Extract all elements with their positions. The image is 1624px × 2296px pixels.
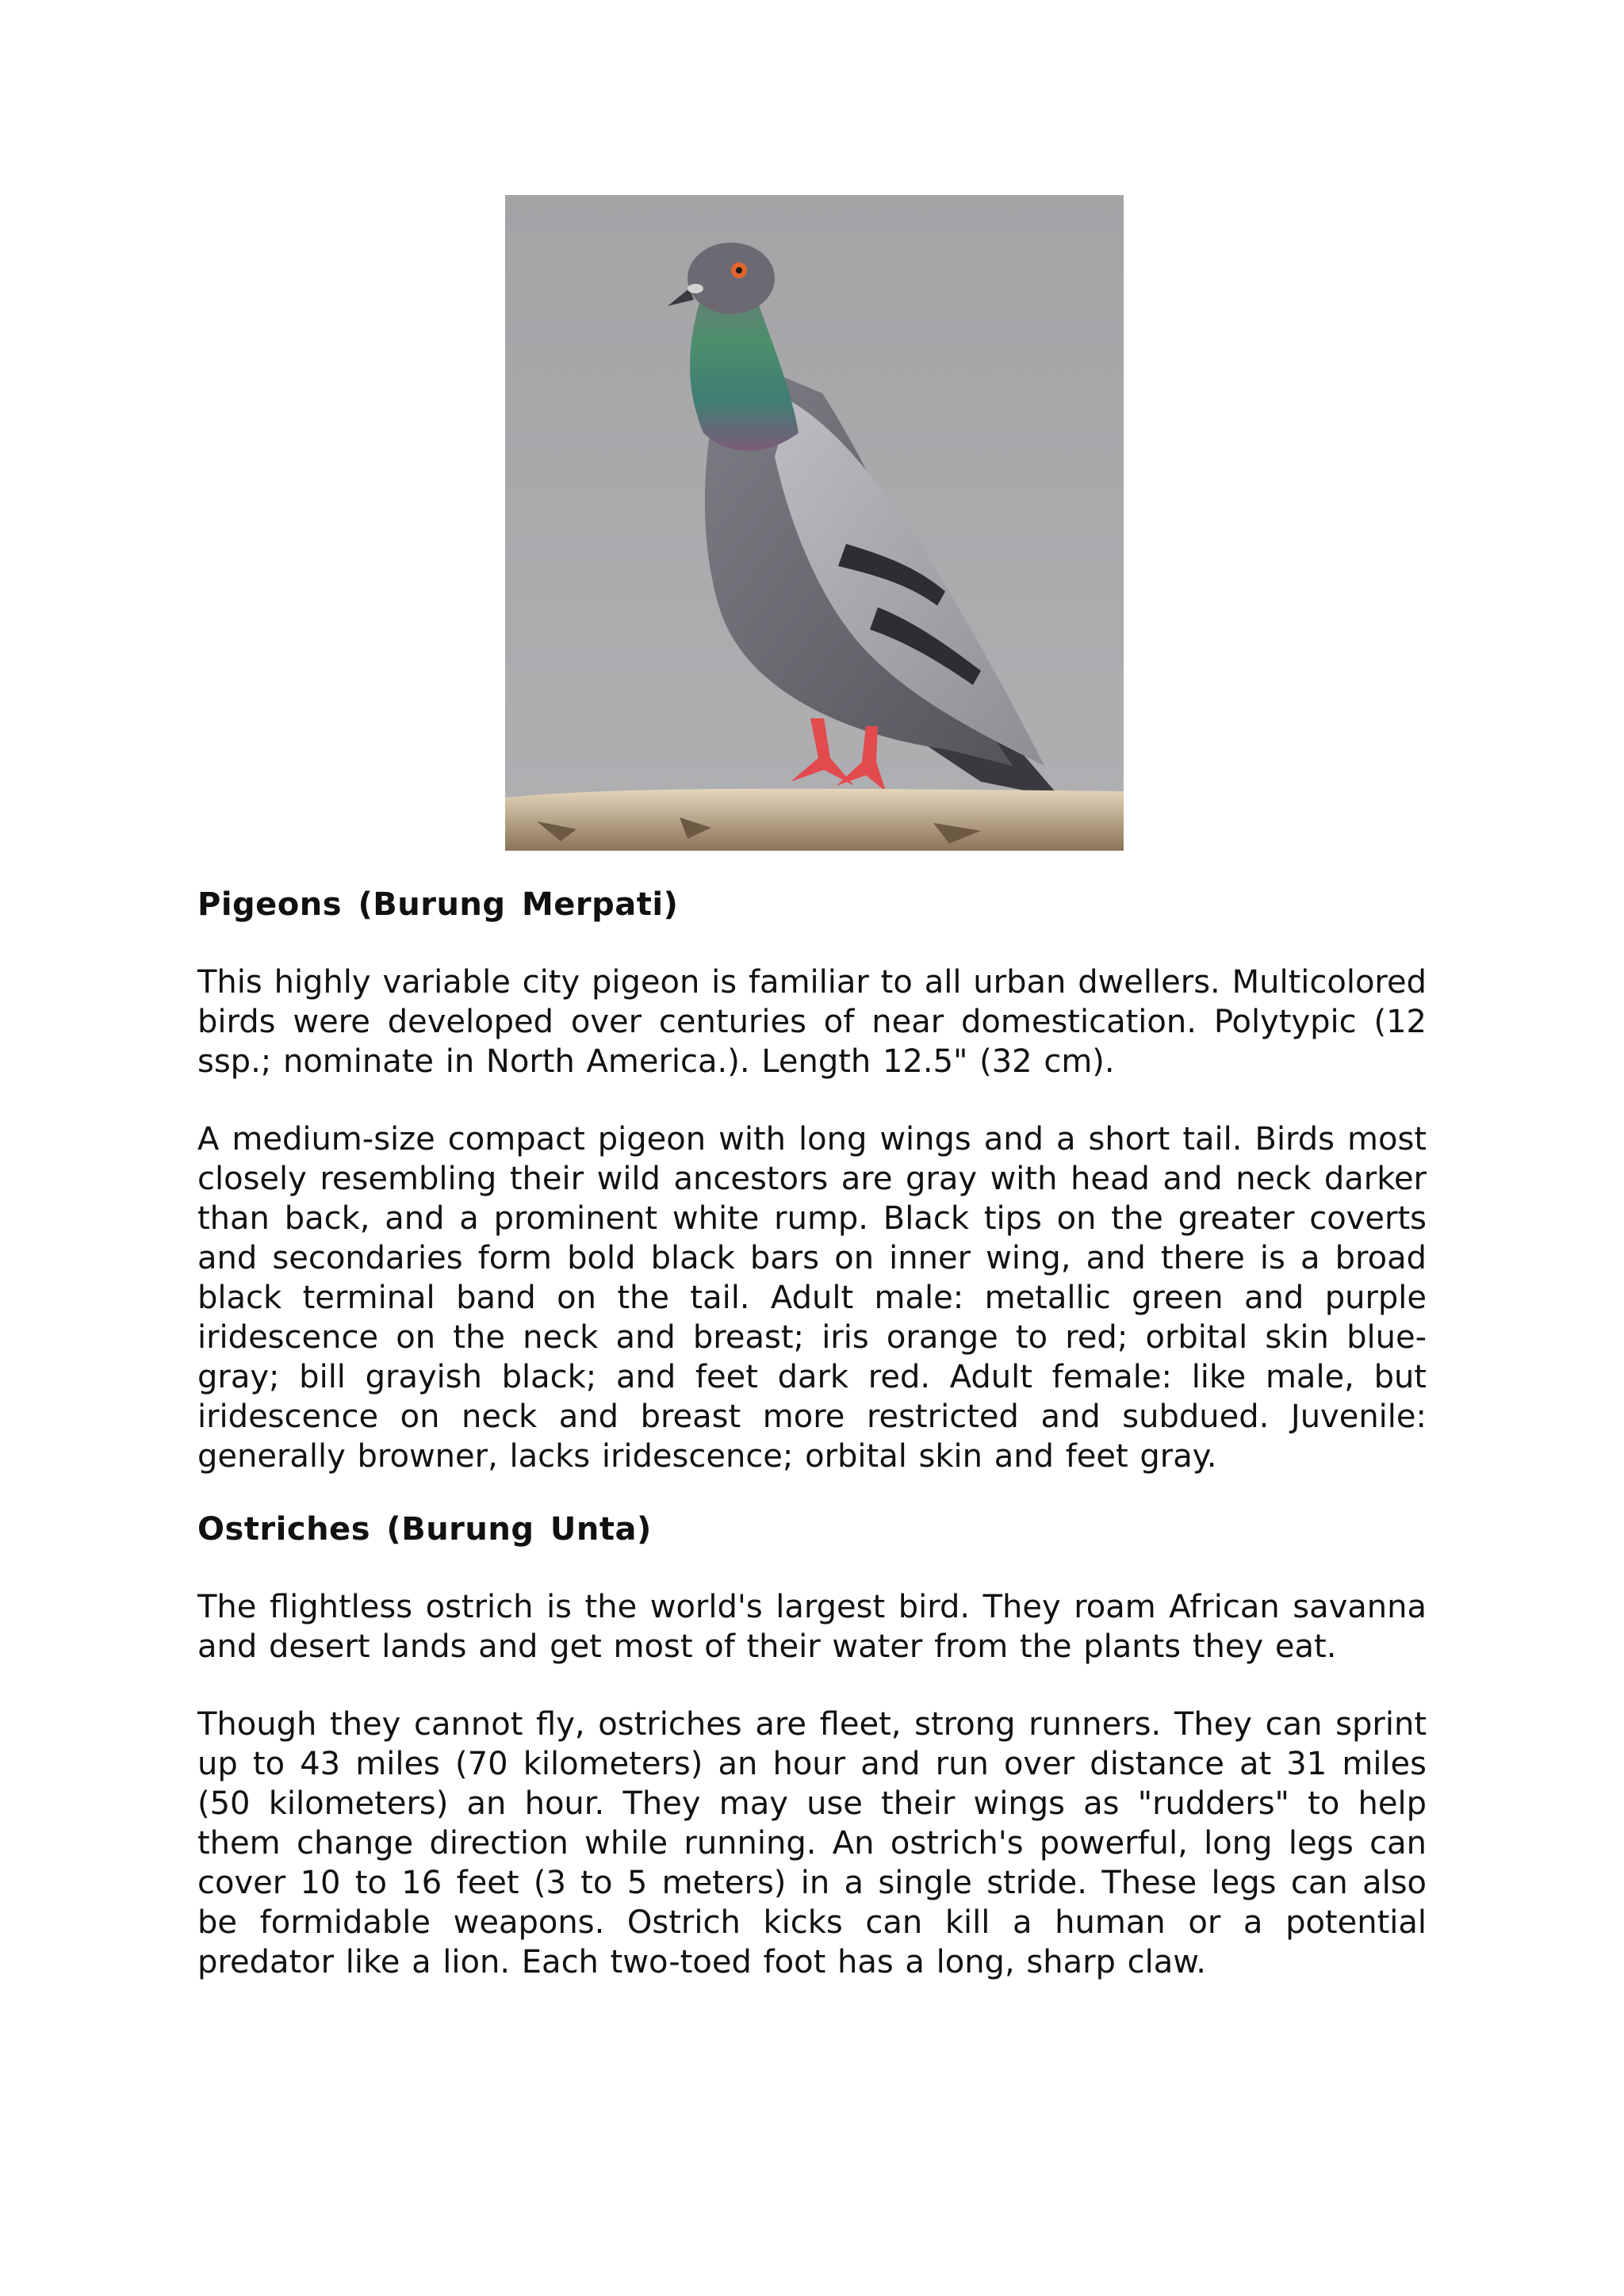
paragraph-pigeons-intro: This highly variable city pigeon is familiar to all urban dwellers. Multicolored birds were developed over centuries of near domestication. Polytypic (12 ssp.; nominate in North America.). Length 12.5" (32 cm). bbox=[197, 964, 1427, 1080]
section-heading-pigeons: Pigeons (Burung Merpati) bbox=[197, 886, 679, 923]
photo-ledge bbox=[505, 789, 1124, 851]
paragraph-ostriches-running: Though they cannot fly, ostriches are fleet, strong runners. They can sprint up to 43 miles (70 kilometers) an hour and run over distance at 31 miles (50 kilometers) an hour. They may use their wings as "rudders" to help them change direction while running. An ostrich's powerful, long legs can cover 10 to 16 feet (3 to 5 meters) in a single stride. These legs can also be formidable weapons. Ostrich kicks can kill a human or a potential predator like a lion. Each two-toed foot has a long, sharp claw. bbox=[197, 1706, 1427, 1980]
pigeon-photo bbox=[505, 195, 1124, 851]
pigeon-head bbox=[688, 243, 775, 314]
section-heading-ostriches: Ostriches (Burung Unta) bbox=[197, 1511, 652, 1548]
pigeon-pupil bbox=[736, 267, 742, 274]
paragraph-pigeons-description: A medium-size compact pigeon with long wings and a short tail. Birds most closely resembling their wild ancestors are gray with head and neck darker than back, and a prominent white rump. Black tips on the greater coverts and secondaries form bold black bars on inner wing, and there is a broad black terminal band on the tail. Adult male: metallic green and purple iridescence on the neck and breast; iris orange to red; orbital skin blue-gray; bill grayish black; and feet dark red. Adult female: like male, but iridescence on neck and breast more restricted and subdued. Juvenile: generally browner, lacks iridescence; orbital skin and feet gray. bbox=[197, 1121, 1427, 1475]
pigeon-cere bbox=[688, 284, 703, 293]
pigeon-illustration bbox=[505, 195, 1124, 851]
article-content bbox=[197, 885, 1427, 2020]
paragraph-ostriches-intro: The flightless ostrich is the world's largest bird. They roam African savanna and desert lands and get most of their water from the plants they eat. bbox=[197, 1589, 1427, 1665]
